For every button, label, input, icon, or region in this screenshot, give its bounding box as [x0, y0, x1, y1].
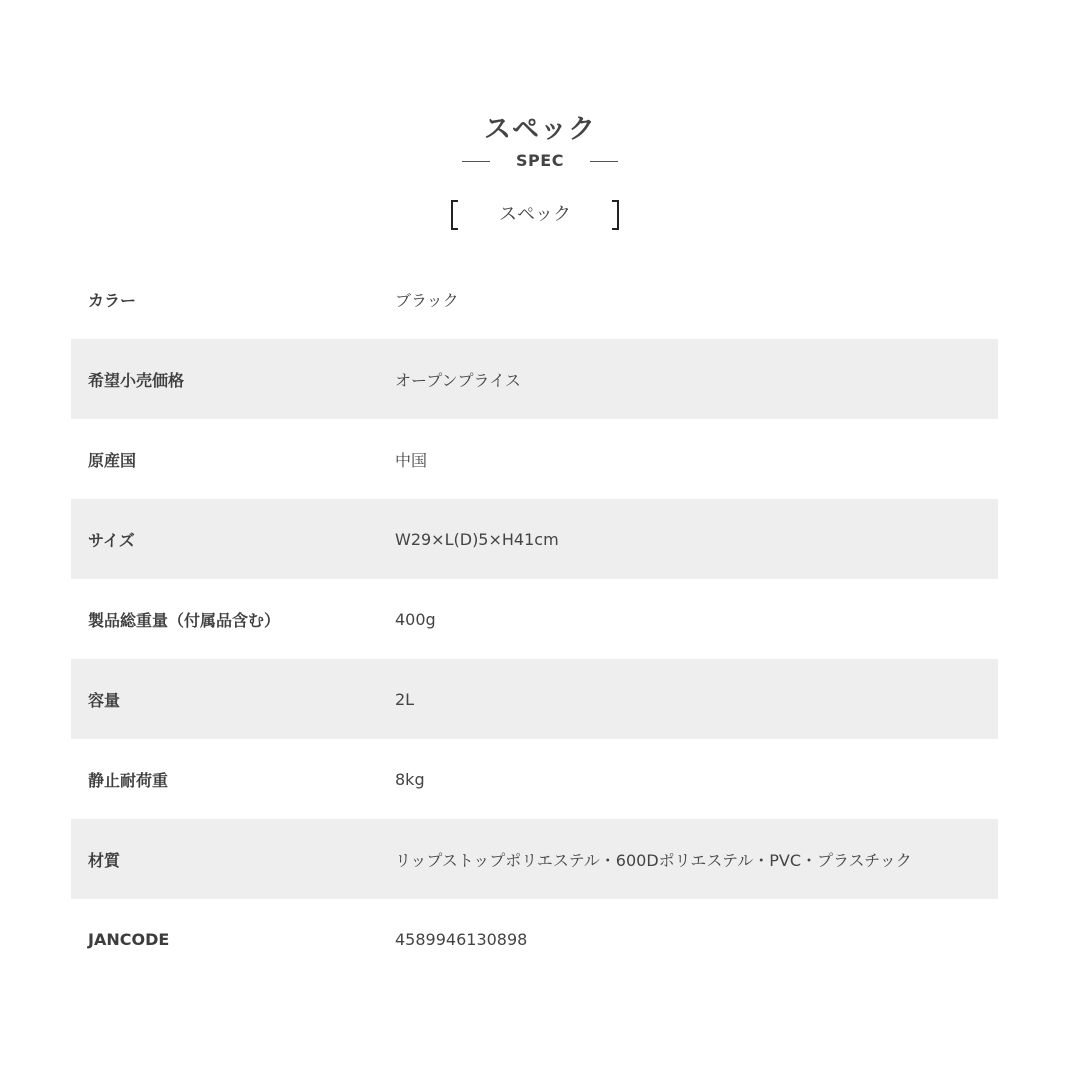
spec-row-load: [71, 739, 998, 819]
spec-label: 製品総重量（付属品含む）: [88, 610, 281, 630]
page-title: スペック: [484, 114, 596, 145]
spec-value: 中国: [395, 450, 428, 470]
spec-value: オープンプライス: [395, 370, 521, 390]
right-bracket-icon: [612, 200, 619, 230]
spec-value: 2L: [395, 689, 415, 709]
page-subtitle-row: [0, 150, 1080, 172]
section-label-box: [451, 200, 619, 230]
spec-row-capacity: [71, 659, 998, 739]
spec-value: リップストップポリエステル・600Dポリエステル・PVC・プラスチック: [395, 850, 912, 870]
spec-label: 原産国: [88, 450, 137, 470]
page-heading: [0, 112, 1080, 172]
spec-table: [71, 259, 998, 979]
section-label: スペック: [499, 204, 571, 225]
spec-value: 8kg: [395, 769, 425, 789]
spec-value: ブラック: [395, 290, 459, 310]
spec-row-weight: [71, 579, 998, 659]
spec-value: 4589946130898: [395, 929, 528, 949]
spec-row-price: [71, 339, 998, 419]
spec-row-size: [71, 499, 998, 579]
spec-label: 容量: [88, 690, 121, 710]
spec-row-color: [71, 259, 998, 339]
spec-row-origin: [71, 419, 998, 499]
spec-label: 材質: [88, 850, 121, 870]
spec-label: カラー: [88, 290, 137, 310]
spec-label: 希望小売価格: [88, 370, 185, 390]
subtitle-right-rule: [590, 161, 618, 162]
spec-label: JANCODE: [88, 929, 170, 949]
spec-label: サイズ: [88, 530, 135, 550]
spec-value: W29×L(D)5×H41cm: [395, 529, 559, 549]
spec-label: 静止耐荷重: [88, 770, 169, 790]
spec-row-material: [71, 819, 998, 899]
spec-row-jancode: [71, 899, 998, 979]
spec-value: 400g: [395, 609, 436, 629]
subtitle-left-rule: [462, 161, 490, 162]
page-subtitle: SPEC: [516, 151, 564, 170]
